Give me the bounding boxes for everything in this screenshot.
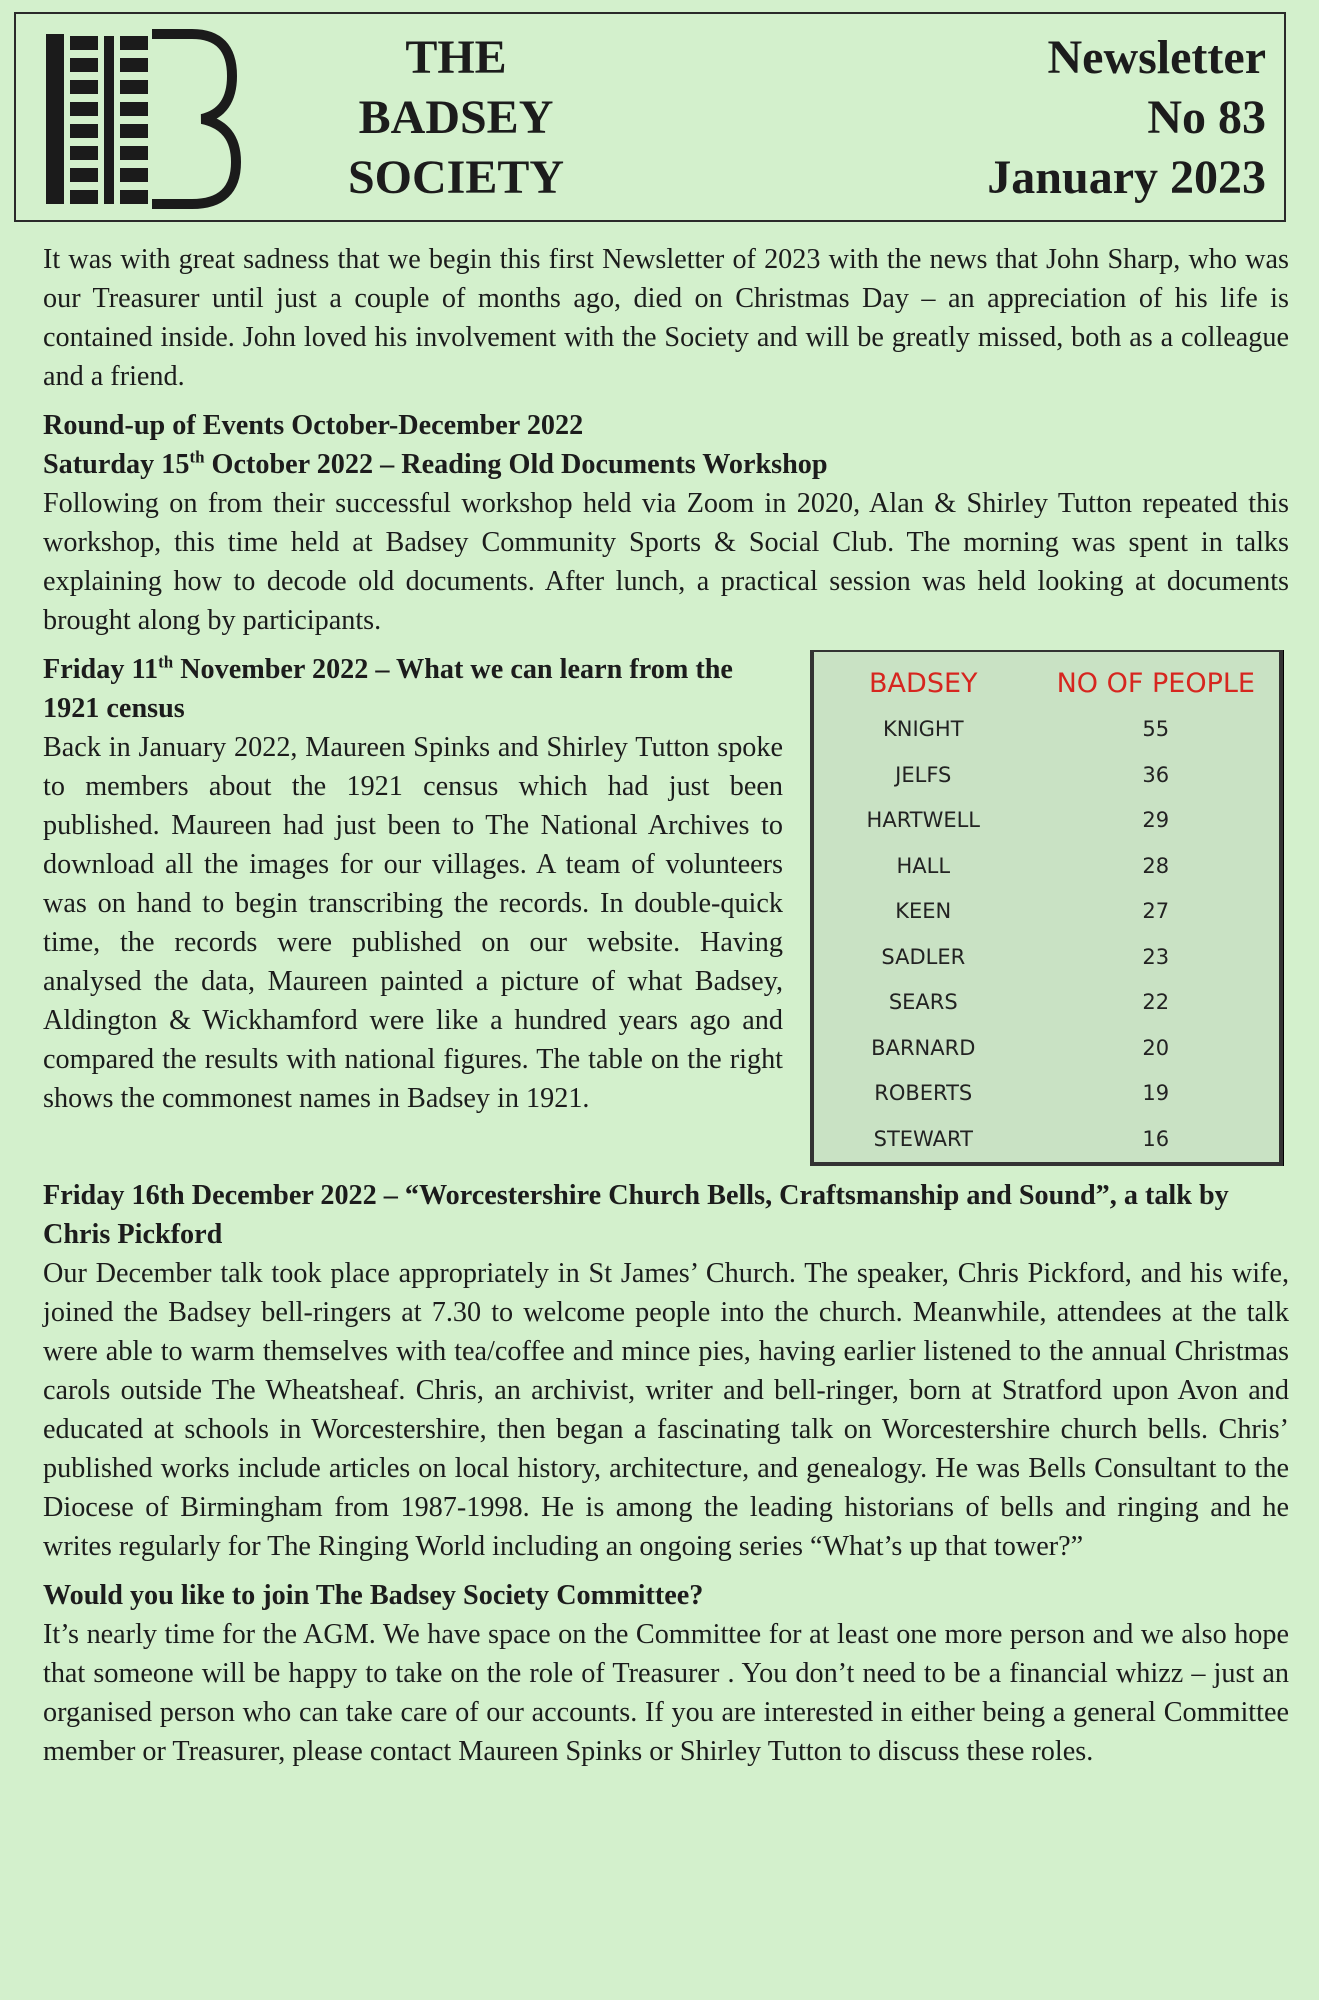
surname-cell: BARNARD [871,1035,976,1060]
header-no-of-people: NO OF PEOPLE [1056,668,1255,699]
surname-cell: SEARS [888,990,958,1015]
surname-cell: HALL [896,853,951,878]
table-row [814,798,1279,844]
surname-cell: KNIGHT [882,717,964,742]
issue-date: January 2023 [987,151,1266,204]
roundup-heading: Round-up of Events October-December 2022 [43,410,584,441]
masthead [14,12,1286,222]
census-section [43,650,1289,1166]
count-cell: 19 [1142,1081,1170,1106]
badsey-society-logo [42,24,242,214]
event3-heading: Friday 16th December 2022 – “Worcestershire Church Bells, Craftsmanship and Sound”, a talk by Chris Pickford [43,1180,1229,1250]
committee-heading: Would you like to join The Badsey Society Committee? [43,1580,704,1611]
table-body [814,707,1279,1162]
count-cell: 28 [1142,853,1170,878]
count-cell: 27 [1142,899,1170,924]
table-row [814,753,1279,799]
issue-number: No 83 [1147,91,1266,144]
event1-heading: Saturday 15th October 2022 – Reading Old Documents Workshop [43,447,828,480]
header-badsey: BADSEY [869,668,978,699]
surname-cell: KEEN [895,899,952,924]
table-row [814,935,1279,981]
issue-info [846,28,1266,208]
census-names-table [810,650,1283,1166]
event3-body: Our December talk took place appropriately in St James’ Church. The speaker, Chris Pickford, and his wife, joined the Badsey bell-ringers at 7.30 to welcome people into the church. Meanwhile, attendees at the talk were able to warm themselves with tea/coffee and mince pies, having earlier listened to the annual Christmas carols outside The Wheatsheaf. Chris, an archivist, writer and bell-ringer, born at Stratford upon Avon and educated at schools in Worcestershire, then began a fascinating talk on Worcestershire church bells. Chris’ published works include articles on local history, architecture, and genealogy. He was Bells Consultant to the Diocese of Birmingham from 1987-1998. He is among the leading historians of bells and ringing and he writes regularly for The Ringing World including an ongoing series “What’s up that tower?” [43,1258,1289,1562]
count-cell: 22 [1142,990,1170,1015]
surname-cell: ROBERTS [874,1081,973,1106]
society-name-line-1: THE [405,31,507,84]
event2-heading: Friday 11th November 2022 – What we can learn from the 1921 census [43,652,733,724]
table-row [814,1117,1279,1163]
table-header-row [814,652,1279,707]
newsletter-label: Newsletter [1047,31,1266,84]
count-cell: 36 [1142,762,1170,787]
event1-body: Following on from their successful workshop held via Zoom in 2020, Alan & Shirley Tutton repeated this workshop, this time held at Badsey Community Sports & Social Club. The morning was spent in talks explaining how to decode old documents. After lunch, a practical session was held looking at documents brought along by participants. [43,488,1289,636]
table-row [814,707,1279,753]
newsletter-body [43,240,1289,1771]
event2-body: Back in January 2022, Maureen Spinks and Shirley Tutton spoke to members about the 1921 census which had just been published. Maureen had just been to The National Archives to download all the images for our villages. A team of volunteers was on hand to begin transcribing the records. In double-quick time, the records were published on our website. Having analysed the data, Maureen painted a picture of what Badsey, Aldington & Wickhamford were like a hundred years ago and compared the results with national figures. The table on the right shows the commonest names in Badsey in 1921. [43,732,783,1114]
intro-paragraph: It was with great sadness that we begin this first Newsletter of 2023 with the news that John Sharp, who was our Treasurer until just a couple of months ago, died on Christmas Day – an appreciation of his life is contained inside. John loved his involvement with the Society and will be greatly missed, both as a colleague and a friend. [43,244,1289,392]
table-row [814,844,1279,890]
committee-body: It’s nearly time for the AGM. We have space on the Committee for at least one more person and we also hope that someone will be happy to take on the role of Treasurer . You don’t need to be a financial whizz – just an organised person who can take care of our accounts. If you are interested in either being a general Committee member or Treasurer, please contact Maureen Spinks or Shirley Tutton to discuss these roles. [43,1619,1289,1767]
table-row [814,1071,1279,1117]
society-name-line-3: SOCIETY [347,151,565,204]
table-row [814,889,1279,935]
count-cell: 29 [1142,808,1170,833]
surname-cell: SADLER [881,944,966,969]
surname-cell: HARTWELL [866,808,981,833]
society-name-line-2: BADSEY [358,91,554,144]
event2-column [43,650,783,1118]
count-cell: 23 [1142,944,1170,969]
society-name [306,28,606,208]
count-cell: 20 [1142,1035,1170,1060]
count-cell: 16 [1142,1126,1170,1151]
table-row [814,1026,1279,1072]
surname-cell: JELFS [895,762,952,787]
count-cell: 55 [1142,717,1170,742]
table-row [814,980,1279,1026]
surname-cell: STEWART [873,1126,973,1151]
